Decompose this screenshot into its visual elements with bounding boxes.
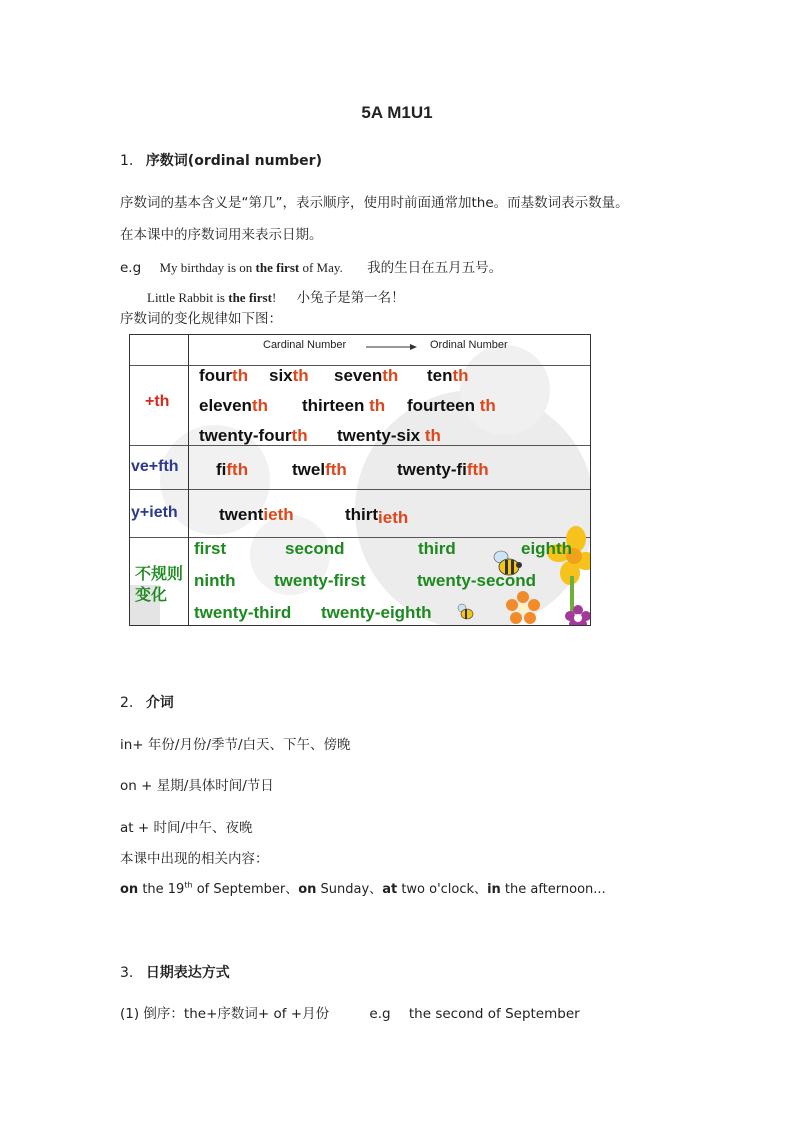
- word-stem: twenty-fi: [397, 460, 467, 479]
- rule-ve-fth: ve+fth: [131, 458, 179, 475]
- word-stem: fourteen: [407, 396, 475, 415]
- ex-text-1a: the 19: [138, 882, 185, 897]
- word-second: second: [285, 539, 345, 558]
- section2-examples: [120, 878, 606, 897]
- word-thirteenth: [302, 396, 385, 416]
- section1-number: 1.: [120, 153, 134, 169]
- rule-irregular-1: 不规则: [135, 566, 184, 583]
- word-suffix: th: [382, 366, 399, 385]
- word-stem: ten: [427, 366, 453, 385]
- word-suffix: th: [292, 366, 309, 385]
- ex-text-2: Sunday、: [316, 882, 383, 897]
- prep-at-line: at + 时间/中午、夜晚: [120, 820, 253, 836]
- section2-title: 介词: [145, 695, 174, 711]
- word-sixth: [269, 366, 309, 386]
- section1-heading: [120, 150, 322, 170]
- section2-intro: 本课中出现的相关内容：: [120, 851, 269, 867]
- example-2-bold: the first: [228, 290, 272, 305]
- ex-text-3: two o'clock、: [397, 882, 488, 897]
- item1-rule: (1) 倒序：the+序数词+ of +月份: [120, 1006, 330, 1022]
- item1-example: the second of September: [408, 1006, 580, 1022]
- word-first: first: [194, 539, 227, 558]
- word-suffix: th: [369, 396, 386, 415]
- word-ninth: ninth: [194, 571, 236, 590]
- rule-y-ieth: y+ieth: [131, 504, 178, 521]
- page-title: 5A M1U1: [361, 103, 433, 122]
- example-2-pre: Little Rabbit is: [147, 290, 229, 305]
- rule-irregular-2: 变化: [135, 587, 168, 604]
- example-1-bold: the first: [255, 260, 300, 275]
- example-1: [120, 256, 502, 276]
- ex-in: in: [487, 882, 501, 897]
- word-stem: fi: [216, 460, 227, 479]
- prep-on-line: on + 星期/具体时间/节日: [120, 778, 274, 794]
- word-twenty-third: twenty-third: [194, 603, 292, 622]
- ex-text-4: the afternoon...: [500, 882, 606, 897]
- word-twenty-eighth: twenty-eighth: [321, 603, 432, 622]
- example-1-post: of May.: [299, 260, 343, 275]
- word-third: third: [418, 539, 456, 558]
- section1-title: 序数词(ordinal number): [145, 153, 322, 169]
- word-stem: eleven: [199, 396, 252, 415]
- item1-eg-label: e.g: [369, 1006, 391, 1022]
- ordinal-table: [129, 334, 591, 626]
- ex-text-1b: of September、: [192, 882, 299, 897]
- table-row-fth: [130, 445, 590, 490]
- word-twelfth: [292, 460, 347, 480]
- word-eleventh: [199, 396, 268, 416]
- word-eighth: eighth: [521, 539, 572, 558]
- example-2-cn: 小兔子是第一名！: [296, 290, 405, 306]
- word-fourth: [199, 366, 248, 386]
- word-suffix: th: [452, 366, 469, 385]
- word-twenty-fourth: [199, 426, 308, 446]
- example-2-post: !: [271, 290, 277, 305]
- header-ordinal: Ordinal Number: [430, 339, 508, 351]
- word-stem: thirt: [345, 505, 379, 524]
- section3-title: 日期表达方式: [145, 965, 230, 981]
- word-stem: twenty-six: [337, 426, 421, 445]
- word-thirtieth: [345, 505, 408, 525]
- word-twenty-second: twenty-second: [417, 571, 537, 590]
- example-1-cn: 我的生日在五月五号。: [367, 260, 503, 276]
- word-fourteenth: [407, 396, 496, 416]
- word-suffix: th: [232, 366, 249, 385]
- table-header-row: [130, 335, 590, 366]
- word-suffix: th: [424, 426, 441, 445]
- eg-label: e.g: [120, 260, 142, 276]
- ex-at: at: [382, 882, 398, 897]
- section3-item1: [120, 1002, 580, 1022]
- word-twenty-first: twenty-first: [274, 571, 366, 590]
- word-stem: twel: [292, 460, 326, 479]
- ex-on-2: on: [298, 882, 317, 897]
- prep-in-line: in+ 年份/月份/季节/白天、下午、傍晚: [120, 737, 351, 753]
- word-suffix: fth: [325, 460, 347, 479]
- word-suffix: fth: [466, 460, 489, 479]
- arrow-right-icon: [366, 343, 418, 351]
- example-2-en: [147, 290, 276, 305]
- ex-on: on: [120, 882, 139, 897]
- rule-th: +th: [145, 393, 170, 410]
- word-stem: twent: [219, 505, 264, 524]
- example-1-pre: My birthday is on: [159, 260, 256, 275]
- word-tenth: [427, 366, 469, 386]
- rule-intro: 序数词的变化规律如下图：: [120, 311, 282, 327]
- section2-heading: [120, 692, 174, 712]
- example-1-en: [159, 260, 342, 275]
- word-suffix: fth: [226, 460, 249, 479]
- purple-flower-icon: [565, 605, 591, 626]
- section1-line2: 在本课中的序数词用来表示日期。: [120, 227, 323, 243]
- word-suffix: th: [479, 396, 496, 415]
- word-suffix: th: [251, 396, 268, 415]
- example-2: [147, 286, 405, 306]
- word-stem: twenty-four: [199, 426, 292, 445]
- word-suffix: ieth: [263, 505, 294, 524]
- section2-number: 2.: [120, 695, 134, 711]
- word-stem: thirteen: [302, 396, 365, 415]
- word-fifth: [216, 460, 248, 480]
- word-seventh: [334, 366, 398, 386]
- word-suffix: th: [291, 426, 308, 445]
- word-stem: four: [199, 366, 233, 385]
- table-divider: [188, 335, 189, 626]
- ex-text-1sup: th: [184, 880, 193, 890]
- word-twenty-fifth: [397, 460, 489, 480]
- section3-number: 3.: [120, 965, 134, 981]
- word-twenty-sixth: [337, 426, 441, 446]
- word-stem: six: [269, 366, 293, 385]
- header-cardinal: Cardinal Number: [263, 339, 347, 351]
- orange-flower-icon: [505, 590, 541, 626]
- section1-line1: 序数词的基本含义是“第几”，表示顺序，使用时前面通常加the。而基数词表示数量。: [120, 195, 629, 211]
- small-bee-icon: [456, 603, 476, 621]
- word-twentieth: [219, 505, 294, 525]
- word-stem: seven: [334, 366, 383, 385]
- word-suffix: ieth: [378, 508, 409, 527]
- section3-heading: [120, 962, 230, 982]
